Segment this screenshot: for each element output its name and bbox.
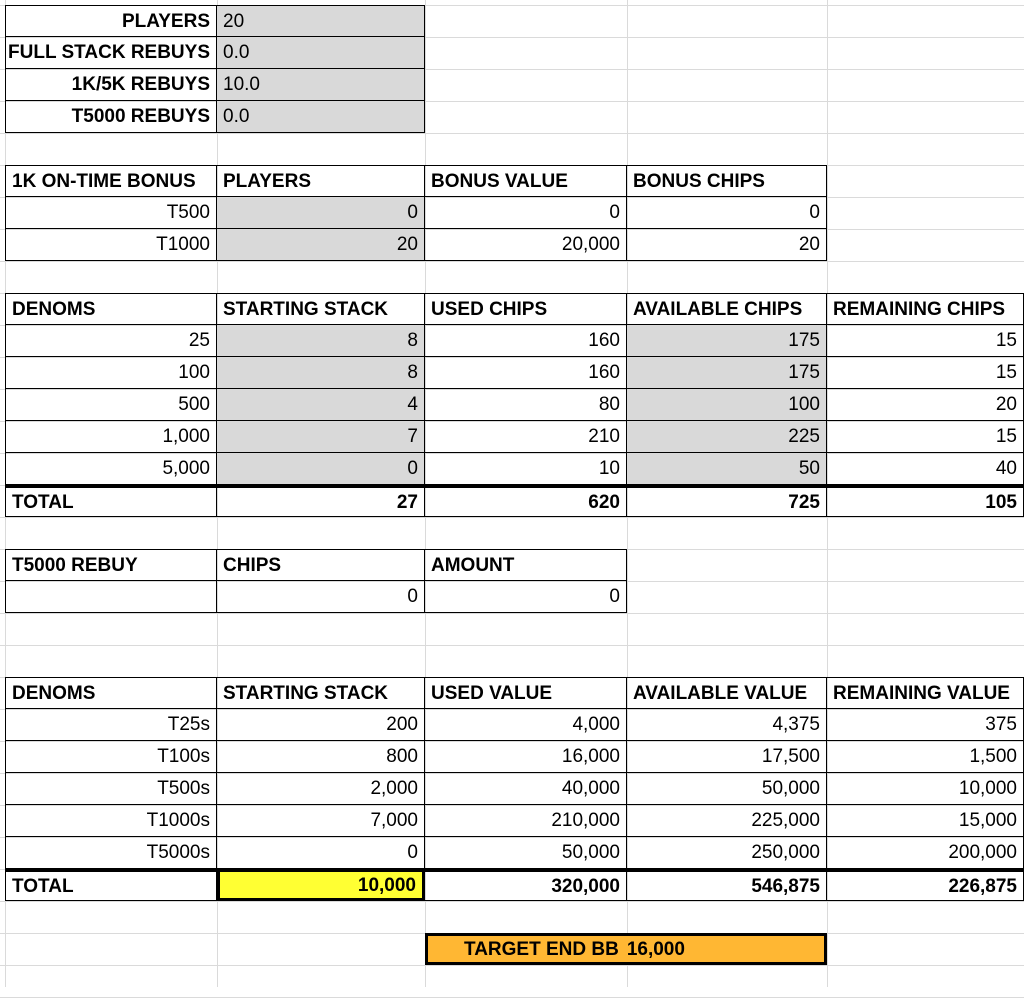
- rebuy-header[interactable]: T5000 REBUY: [5, 549, 217, 581]
- chips-header[interactable]: AVAILABLE CHIPS: [627, 293, 827, 325]
- bonus-header[interactable]: PLAYERS: [217, 165, 425, 197]
- values-denom[interactable]: T5000s: [5, 837, 217, 869]
- chips-denom[interactable]: 25: [5, 325, 217, 357]
- chips-header[interactable]: USED CHIPS: [425, 293, 627, 325]
- values-cell[interactable]: 210,000: [425, 805, 627, 837]
- chips-cell[interactable]: 40: [827, 453, 1024, 485]
- bonus-row-label[interactable]: T1000: [5, 229, 217, 261]
- bonus-cell[interactable]: 20: [627, 229, 827, 261]
- chips-denom[interactable]: 500: [5, 389, 217, 421]
- chips-header[interactable]: STARTING STACK: [217, 293, 425, 325]
- values-total-cell[interactable]: 226,875: [827, 869, 1024, 901]
- rebuy-header[interactable]: CHIPS: [217, 549, 425, 581]
- gridline-horizontal: [0, 645, 1024, 646]
- gridline-horizontal: [0, 901, 1024, 902]
- chips-cell[interactable]: 175: [627, 325, 827, 357]
- values-cell[interactable]: 50,000: [627, 773, 827, 805]
- values-cell[interactable]: 4,000: [425, 709, 627, 741]
- rebuy-cell[interactable]: 0: [217, 581, 425, 613]
- chips-denom[interactable]: 100: [5, 357, 217, 389]
- values-header[interactable]: AVAILABLE VALUE: [627, 677, 827, 709]
- bonus-cell[interactable]: 20: [217, 229, 425, 261]
- values-denom[interactable]: T1000s: [5, 805, 217, 837]
- values-cell[interactable]: 50,000: [425, 837, 627, 869]
- setting-label[interactable]: PLAYERS: [5, 5, 217, 37]
- chips-total-cell[interactable]: 725: [627, 485, 827, 517]
- values-cell[interactable]: 4,375: [627, 709, 827, 741]
- setting-value-input[interactable]: 20: [217, 5, 425, 37]
- chips-cell[interactable]: 225: [627, 421, 827, 453]
- values-denom[interactable]: T25s: [5, 709, 217, 741]
- chips-total-cell[interactable]: 620: [425, 485, 627, 517]
- bonus-row-label[interactable]: T500: [5, 197, 217, 229]
- gridline-horizontal: [0, 613, 1024, 614]
- setting-label[interactable]: T5000 REBUYS: [5, 101, 217, 133]
- values-total-cell[interactable]: 320,000: [425, 869, 627, 901]
- values-cell[interactable]: 0: [217, 837, 425, 869]
- rebuy-cell[interactable]: [5, 581, 217, 613]
- setting-value-input[interactable]: 0.0: [217, 37, 425, 69]
- rebuy-cell[interactable]: 0: [425, 581, 627, 613]
- chips-cell[interactable]: 160: [425, 325, 627, 357]
- bonus-header[interactable]: 1K ON-TIME BONUS: [5, 165, 217, 197]
- values-cell[interactable]: 7,000: [217, 805, 425, 837]
- values-total-cell[interactable]: 546,875: [627, 869, 827, 901]
- gridline-horizontal: [0, 965, 1024, 966]
- chips-cell[interactable]: 15: [827, 325, 1024, 357]
- values-cell[interactable]: 16,000: [425, 741, 627, 773]
- chips-cell[interactable]: 15: [827, 421, 1024, 453]
- chips-denom[interactable]: 1,000: [5, 421, 217, 453]
- setting-value-input[interactable]: 10.0: [217, 69, 425, 101]
- chips-cell[interactable]: 7: [217, 421, 425, 453]
- gridline-horizontal: [0, 261, 1024, 262]
- values-header[interactable]: DENOMS: [5, 677, 217, 709]
- chips-cell[interactable]: 15: [827, 357, 1024, 389]
- values-denom[interactable]: T500s: [5, 773, 217, 805]
- chips-denom[interactable]: 5,000: [5, 453, 217, 485]
- values-header[interactable]: REMAINING VALUE: [827, 677, 1024, 709]
- target-end-bb-banner[interactable]: [425, 933, 827, 965]
- chips-cell[interactable]: 80: [425, 389, 627, 421]
- chips-cell[interactable]: 8: [217, 325, 425, 357]
- chips-header[interactable]: REMAINING CHIPS: [827, 293, 1024, 325]
- chips-cell[interactable]: 160: [425, 357, 627, 389]
- values-cell[interactable]: 225,000: [627, 805, 827, 837]
- values-cell[interactable]: 17,500: [627, 741, 827, 773]
- values-cell[interactable]: 15,000: [827, 805, 1024, 837]
- chips-cell[interactable]: 10: [425, 453, 627, 485]
- rebuy-header[interactable]: AMOUNT: [425, 549, 627, 581]
- gridline-horizontal: [0, 133, 1024, 134]
- bonus-cell[interactable]: 0: [425, 197, 627, 229]
- values-cell[interactable]: 40,000: [425, 773, 627, 805]
- chips-cell[interactable]: 8: [217, 357, 425, 389]
- values-cell[interactable]: 2,000: [217, 773, 425, 805]
- values-cell[interactable]: 250,000: [627, 837, 827, 869]
- gridline-horizontal: [0, 517, 1024, 518]
- values-cell[interactable]: 10,000: [827, 773, 1024, 805]
- bonus-cell[interactable]: 0: [217, 197, 425, 229]
- values-total-label[interactable]: TOTAL: [5, 869, 217, 901]
- chips-cell[interactable]: 20: [827, 389, 1024, 421]
- starting-stack-total-highlight[interactable]: 10,000: [217, 869, 425, 901]
- chips-cell[interactable]: 210: [425, 421, 627, 453]
- values-cell[interactable]: 200,000: [827, 837, 1024, 869]
- setting-value-input[interactable]: 0.0: [217, 101, 425, 133]
- chips-total-cell[interactable]: 27: [217, 485, 425, 517]
- bonus-cell[interactable]: 0: [627, 197, 827, 229]
- values-denom[interactable]: T100s: [5, 741, 217, 773]
- values-cell[interactable]: 200: [217, 709, 425, 741]
- chips-cell[interactable]: 0: [217, 453, 425, 485]
- chips-cell[interactable]: 50: [627, 453, 827, 485]
- chips-total-cell[interactable]: 105: [827, 485, 1024, 517]
- target-label: TARGET END BB: [464, 938, 619, 960]
- bonus-cell[interactable]: 20,000: [425, 229, 627, 261]
- setting-label[interactable]: 1K/5K REBUYS: [5, 69, 217, 101]
- setting-label[interactable]: FULL STACK REBUYS: [5, 37, 217, 69]
- bonus-header[interactable]: BONUS VALUE: [425, 165, 627, 197]
- chips-cell[interactable]: 100: [627, 389, 827, 421]
- values-cell[interactable]: 375: [827, 709, 1024, 741]
- values-cell[interactable]: 1,500: [827, 741, 1024, 773]
- bonus-header[interactable]: BONUS CHIPS: [627, 165, 827, 197]
- chips-header[interactable]: DENOMS: [5, 293, 217, 325]
- values-header[interactable]: USED VALUE: [425, 677, 627, 709]
- target-value: 16,000: [626, 938, 685, 960]
- chips-total-label[interactable]: TOTAL: [5, 485, 217, 517]
- values-cell[interactable]: 800: [217, 741, 425, 773]
- chips-cell[interactable]: 175: [627, 357, 827, 389]
- values-header[interactable]: STARTING STACK: [217, 677, 425, 709]
- chips-cell[interactable]: 4: [217, 389, 425, 421]
